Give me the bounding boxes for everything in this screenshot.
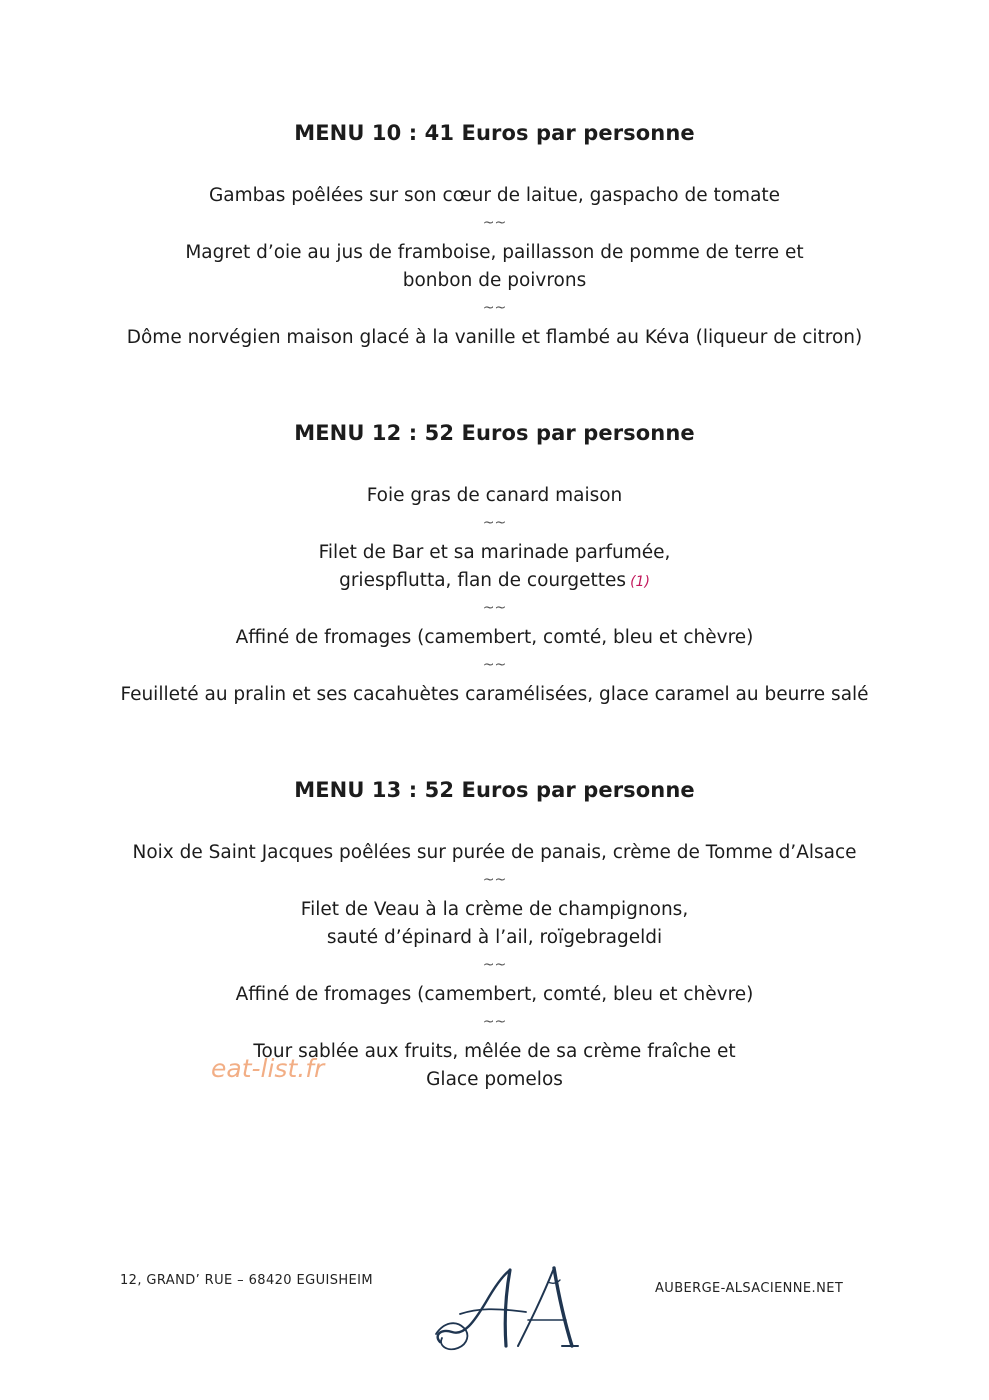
menu-13-dish-2-cont: sauté d’épinard à l’ail, roïgebrageldi [326, 927, 663, 948]
menu-10-dish-2: Magret d’oie au jus de framboise, paillasson de pomme de terre et [185, 242, 804, 263]
menu-12-separator-1: ~~ [482, 515, 507, 531]
menu-10-separator-1: ~~ [482, 215, 507, 231]
footer-address: 12, GRAND’ RUE – 68420 EGUISHEIM [120, 1273, 374, 1288]
menu-12-separator-3: ~~ [482, 657, 507, 673]
menu-13-title: MENU 13 : 52 Euros par personne [294, 778, 695, 802]
menu-12-title: MENU 12 : 52 Euros par personne [294, 421, 695, 445]
menu-13-dish-3: Affiné de fromages (camembert, comté, bleu et chèvre) [235, 984, 754, 1005]
menu-10-dish-2-cont: bonbon de poivrons [402, 270, 587, 291]
menu-12-dish-2-cont-text: griespflutta, flan de courgettes [339, 570, 627, 591]
menu-12-dish-3: Affiné de fromages (camembert, comté, bleu et chèvre) [235, 627, 754, 648]
aa-monogram-logo-icon [430, 1262, 580, 1354]
menu-10-dish-1: Gambas poêlées sur son cœur de laitue, gaspacho de tomate [208, 185, 781, 206]
menu-13-dish-4-cont: Glace pomelos [426, 1069, 563, 1090]
menu-13-dish-2: Filet de Veau à la crème de champignons, [300, 899, 689, 920]
menu-13-dish-4: Tour sablée aux fruits, mêlée de sa crème fraîche et [253, 1041, 736, 1062]
footnote-marker: (1) [630, 574, 650, 590]
menu-10-title: MENU 10 : 41 Euros par personne [294, 121, 695, 145]
menu-12-dish-2-cont [0, 570, 989, 591]
watermark: eat-list.fr [211, 1054, 325, 1083]
menu-10-separator-2: ~~ [482, 300, 507, 316]
menu-13-separator-2: ~~ [482, 957, 507, 973]
footer-website[interactable]: AUBERGE-ALSACIENNE.NET [655, 1281, 844, 1296]
menu-12-dish-4: Feuilleté au pralin et ses cacahuètes caramélisées, glace caramel au beurre salé [120, 684, 869, 705]
menu-10-dish-3: Dôme norvégien maison glacé à la vanille et flambé au Kéva (liqueur de citron) [126, 327, 863, 348]
menu-12-dish-2: Filet de Bar et sa marinade parfumée, [318, 542, 671, 563]
menu-12-dish-1: Foie gras de canard maison [366, 485, 623, 506]
menu-13-dish-1: Noix de Saint Jacques poêlées sur purée de panais, crème de Tomme d’Alsace [132, 842, 857, 863]
menu-13-separator-3: ~~ [482, 1014, 507, 1030]
menu-13-separator-1: ~~ [482, 872, 507, 888]
menu-12-separator-2: ~~ [482, 600, 507, 616]
